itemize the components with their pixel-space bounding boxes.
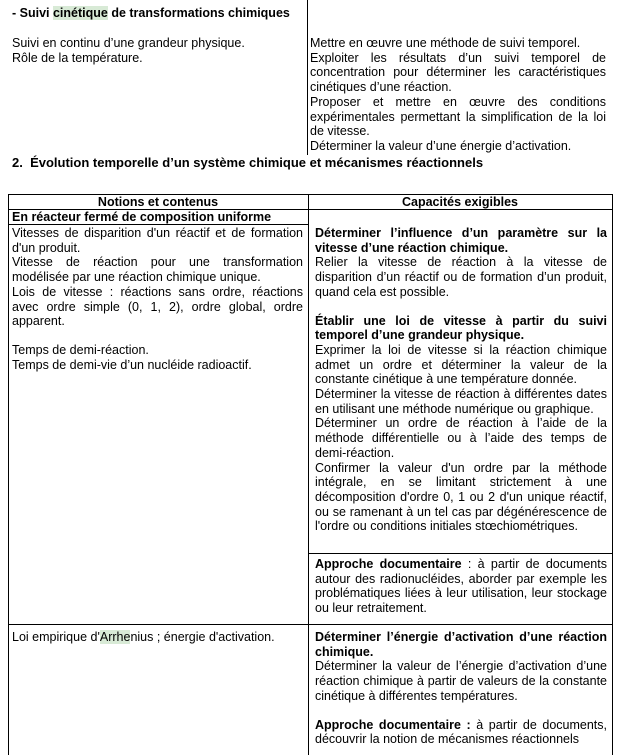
documentary-bold-2: Approche documentaire : bbox=[315, 717, 471, 732]
table-right-border bbox=[612, 194, 613, 755]
heading-prefix: - Suivi bbox=[12, 6, 53, 20]
right-bold-line: Établir une loi de vitesse à partir du suivi temporel d’une grandeur physique. bbox=[315, 313, 607, 343]
column-header-capacites: Capacités exigibles bbox=[401, 195, 519, 209]
left-block-arrhenius bbox=[12, 630, 303, 645]
top-left-line: Rôle de la température. bbox=[12, 50, 143, 65]
top-mark bbox=[424, 0, 428, 7]
right-bold-line: Déterminer l’influence d’un paramètre sur la vitesse d’une réaction chimique. bbox=[315, 226, 607, 255]
right-line: Relier la vitesse de réaction à la vitesse de disparition d’un réactif ou de formation d’un produit, quand cela est possible. bbox=[315, 255, 607, 299]
top-right-line: Déterminer la valeur d’une énergie d’activation. bbox=[310, 138, 572, 153]
right-line: Exprimer la loi de vitesse si la réaction chimique admet un ordre et déterminer la valeur de la constante cinétique à une température donnée. bbox=[315, 342, 607, 387]
arrhenius-prefix: Loi empirique d' bbox=[12, 630, 100, 644]
arrhenius-highlight: Arrhe bbox=[99, 630, 131, 644]
right-line: Déterminer la valeur de l’énergie d’activation d’une réaction chimique à partir de valeurs de la constante cinétique à différentes températures. bbox=[315, 659, 607, 703]
section-title: Évolution temporelle d’un système chimique et mécanismes réactionnels bbox=[30, 155, 484, 170]
top-right-line: Exploiter les résultats d’un suivi temporel de concentration pour déterminer les caractéristiques cinétiques d’une réaction. bbox=[310, 50, 606, 95]
right-block-influence bbox=[315, 226, 607, 534]
top-left-line: Suivi en continu d’une grandeur physique. bbox=[12, 36, 245, 50]
right-block-activation bbox=[315, 630, 607, 747]
right-line: Confirmer la valeur d'un ordre par la méthode intégrale, en se limitant strictement à une décomposition d'ordre 0, 1 ou 2 d'un unique réactif, ou se ramenant à un tel cas par dégénérescence de l'ordre ou conditions initiales stœchiométriques. bbox=[315, 460, 607, 534]
heading-suffix: de transformations chimiques bbox=[107, 6, 290, 20]
top-right-line: Mettre en œuvre une méthode de suivi temporel. bbox=[310, 36, 581, 50]
top-table-divider bbox=[307, 0, 308, 155]
section-heading bbox=[12, 156, 612, 171]
table-subheader: En réacteur fermé de composition uniforme bbox=[12, 210, 272, 224]
left-line: Vitesses de disparition d'un réactif et de formation d'un produit. bbox=[12, 226, 303, 255]
documentary-bold: Approche documentaire bbox=[315, 557, 462, 571]
arrhenius-suffix: nius ; énergie d'activation. bbox=[130, 630, 275, 644]
top-right-line: Proposer et mettre en œuvre des conditions expérimentales permettant la simplification de la loi de vitesse. bbox=[310, 94, 606, 139]
row-border-2 bbox=[8, 624, 613, 625]
right-line: Déterminer un ordre de réaction à l’aide de la méthode différentielle ou à l’aide des temps de demi-réaction. bbox=[315, 416, 607, 460]
left-block-rates bbox=[12, 226, 303, 372]
right-bold-line: Déterminer l’énergie d’activation d’une réaction chimique. bbox=[315, 630, 607, 659]
right-line: Déterminer la vitesse de réaction à différentes dates en utilisant une méthode numérique ou graphique. bbox=[315, 387, 607, 416]
left-line: Temps de demi-réaction. bbox=[12, 342, 149, 357]
top-heading bbox=[12, 6, 307, 21]
documentary-text-2: à partir de documents, découvrir la notion de mécanismes réactionnels bbox=[315, 717, 607, 747]
documentary-text: : à partir de documents autour des radionucléides, aborder par exemple les problématiques liées à leur utilisation, leur stockage ou leur retraitement. bbox=[315, 557, 607, 616]
table-left-border bbox=[8, 194, 9, 755]
left-line: Lois de vitesse : réactions sans ordre, réactions avec ordre simple (0, 1, 2), ordre global, ordre apparent. bbox=[12, 284, 303, 329]
section-number: 2. bbox=[12, 155, 23, 170]
left-line: Temps de demi-vie d’un nucléide radioactif. bbox=[12, 357, 252, 372]
left-line: Vitesse de réaction pour une transformation modélisée par une réaction chimique unique. bbox=[12, 255, 303, 285]
column-header-notions: Notions et contenus bbox=[97, 195, 219, 209]
heading-highlight: cinétique bbox=[52, 6, 108, 20]
top-left-text bbox=[12, 36, 297, 65]
top-right-text bbox=[310, 36, 606, 154]
table-mid-border bbox=[308, 194, 309, 755]
row-border-1 bbox=[308, 553, 613, 554]
right-block-documentary bbox=[315, 557, 607, 616]
